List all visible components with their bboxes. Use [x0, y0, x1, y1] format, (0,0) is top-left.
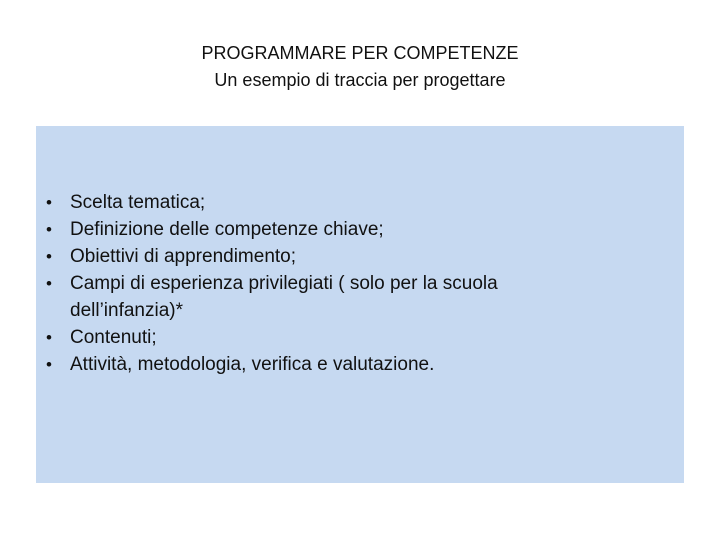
list-item — [0, 216, 640, 243]
list-item — [0, 189, 640, 216]
bullet-icon: • — [46, 193, 52, 212]
list-item-text: Obiettivi di apprendimento; — [70, 246, 297, 267]
list-item — [0, 270, 640, 324]
bullet-icon: • — [46, 247, 52, 266]
list-item-text: Attività, metodologia, verifica e valutazione. — [70, 354, 435, 375]
title-line-main: PROGRAMMARE PER COMPETENZE — [201, 43, 519, 63]
list-item — [0, 243, 640, 270]
bullet-list — [0, 189, 640, 378]
slide-title — [0, 40, 720, 94]
list-item-text: Scelta tematica; — [70, 192, 206, 213]
list-item-text: Definizione delle competenze chiave; — [70, 219, 384, 240]
bullet-icon: • — [46, 274, 52, 293]
list-item — [0, 351, 640, 378]
list-item-text: Contenuti; — [70, 327, 157, 348]
list-item-text-continuation: dell’infanzia)* — [70, 300, 184, 321]
bullet-icon: • — [46, 220, 52, 239]
bullet-icon: • — [46, 355, 52, 374]
bullet-icon: • — [46, 328, 52, 347]
list-item — [0, 324, 640, 351]
list-item-text: Campi di esperienza privilegiati ( solo per la scuola — [70, 273, 498, 294]
title-line-subtitle: Un esempio di traccia per progettare — [214, 70, 506, 90]
